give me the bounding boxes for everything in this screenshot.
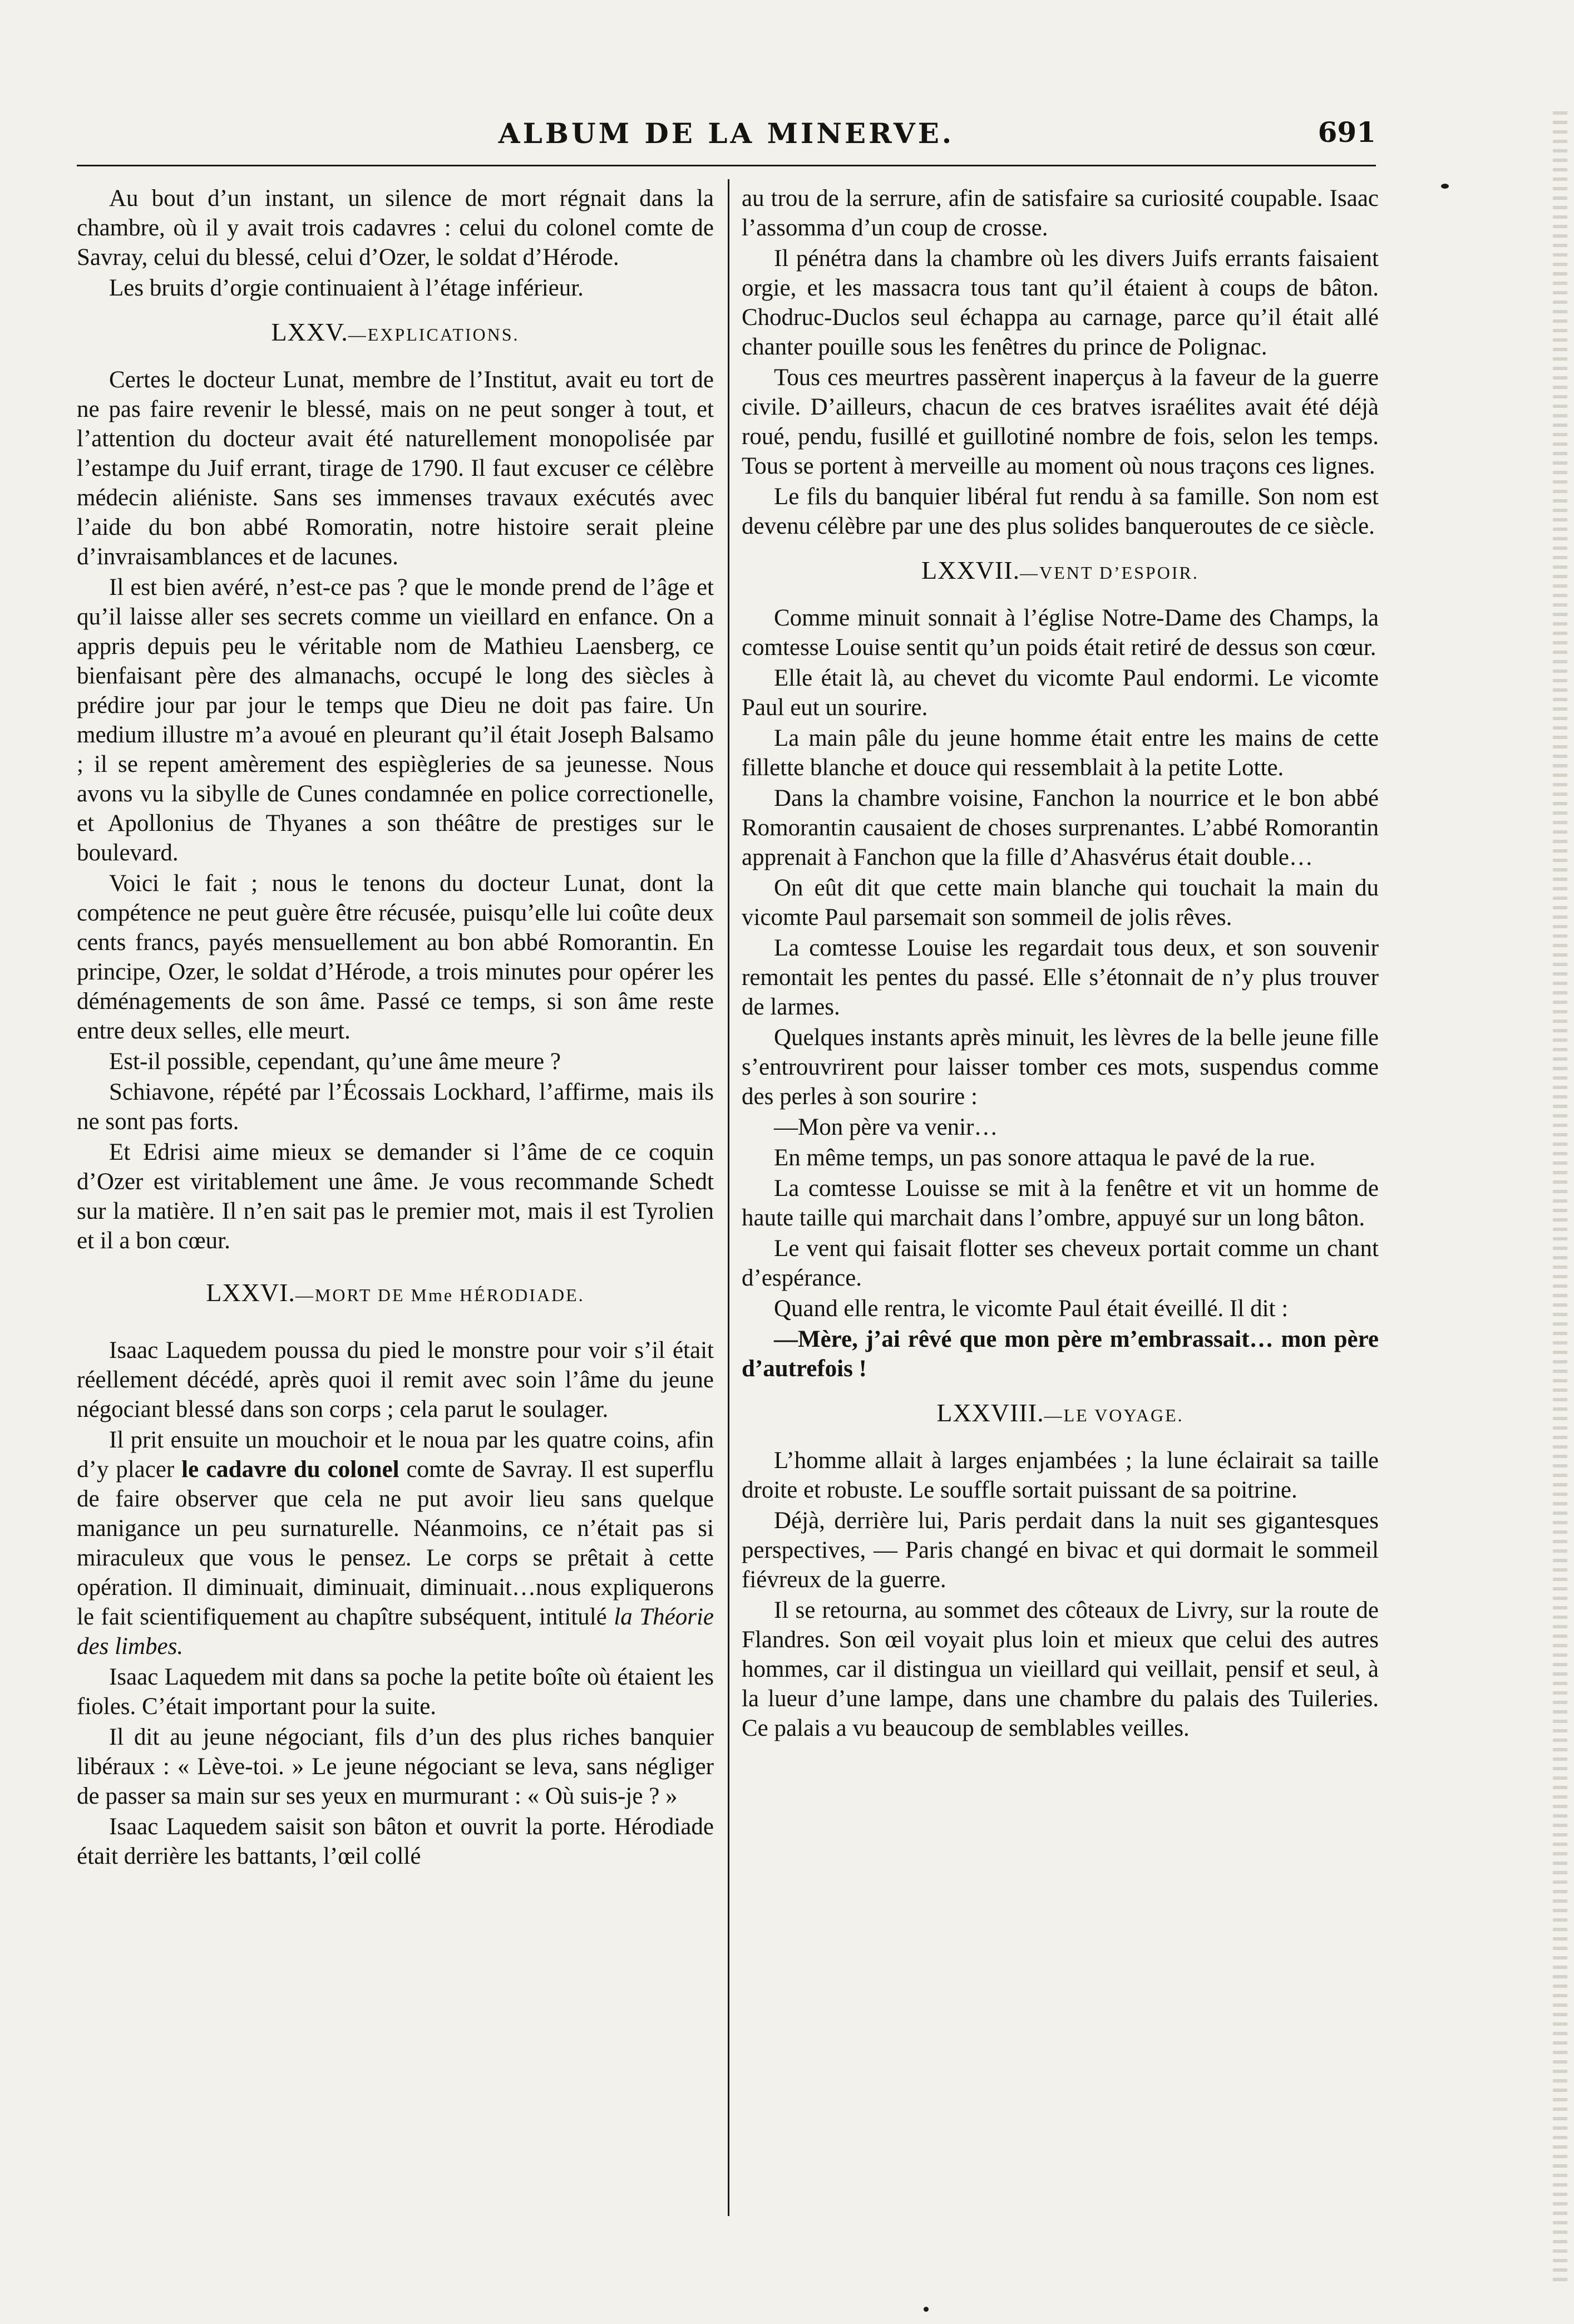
paragraph: Isaac Laquedem poussa du pied le monstre pour voir s’il était réellement décédé, après quoi il remit avec soin l’âme du jeune négociant blessé dans son corps ; cela parut le soulager. [77, 1337, 714, 1422]
paragraph: Certes le docteur Lunat, membre de l’Institut, avait eu tort de ne pas faire revenir le blessé, mais on ne peut songer à tout, et l’attention du docteur avait été naturellement monopolisée par l’estampe du Juif errant, tirage de 1790. Il faut excuser ce célèbre médecin aliéniste. Sans ses immenses travaux exécutés avec l’aide du bon abbé Romoratin, notre histoire serait pleine d’invraisamblances et de lacunes. [77, 367, 714, 570]
section-heading-lxxvi [77, 1278, 714, 1310]
paragraph: La comtesse Louisse se mit à la fenêtre et vit un homme de haute taille qui marchait dans l’ombre, appuyé sur un long bâton. [742, 1175, 1379, 1231]
section-number: LXXVI. [206, 1278, 295, 1307]
left-column [77, 184, 714, 2254]
ink-speck [924, 2307, 929, 2312]
paragraph: Comme minuit sonnait à l’église Notre-Dame des Champs, la comtesse Louise sentit qu’un poids était retiré de dessus son cœur. [742, 605, 1379, 661]
ink-speck [1441, 184, 1449, 189]
paragraph: Il dit au jeune négociant, fils d’un des plus riches banquier libéraux : « Lève-toi. » Le jeune négociant se leva, sans négliger de passer sa main sur ses yeux en murmurant : « Où suis-je ? » [77, 1724, 714, 1809]
header-rule [77, 165, 1376, 166]
paragraph: Dans la chambre voisine, Fanchon la nourrice et le bon abbé Romorantin causaient de choses surprenantes. L’abbé Romorantin apprenait à Fanchon que la fille d’Ahasvérus était double… [742, 785, 1379, 870]
dialogue-line: —Mère, j’ai rêvé que mon père m’embrassait… mon père d’autrefois ! [742, 1326, 1379, 1382]
paragraph: Schiavone, répété par l’Écossais Lockhard, l’affirme, mais ils ne sont pas forts. [77, 1079, 714, 1135]
section-title: —VENT D’ESPOIR. [1020, 563, 1199, 583]
dialogue-line: —Mon père va venir… [774, 1114, 998, 1140]
section-number: LXXV. [271, 318, 348, 346]
running-title: ALBUM DE LA MINERVE. [498, 117, 955, 150]
paragraph: Le fils du banquier libéral fut rendu à sa famille. Son nom est devenu célèbre par une des plus solides banqueroutes de ce siècle. [742, 484, 1379, 539]
right-column [742, 184, 1379, 2254]
paragraph: Isaac Laquedem saisit son bâton et ouvrit la porte. Hérodiade était derrière les battants, l’œil collé [77, 1814, 714, 1869]
paragraph: On eût dit que cette main blanche qui touchait la main du vicomte Paul parsemait son sommeil de jolis rêves. [742, 875, 1379, 930]
section-number: LXXVIII. [936, 1399, 1044, 1427]
column-rule [728, 179, 729, 2216]
bold-text-run: le cadavre du colonel [181, 1456, 399, 1483]
paragraph: Quand elle rentra, le vicomte Paul était éveillé. Il dit : [774, 1296, 1289, 1322]
text-run: Il prit ensuite un mouchoir et le noua par les quatre coins, afin d’y placer [77, 1427, 714, 1483]
paragraph: Il se retourna, au sommet des côteaux de Livry, sur la route de Flandres. Son œil voyait plus loin et mieux que celui des autres hommes, car il distingua un vieillard qui veillait, pensif et seul, à la lueur d’une lampe, dans une chambre du palais des Tuileries. Ce palais a vu beaucoup de semblables veilles. [742, 1597, 1379, 1741]
section-title: —MORT DE Mme HÉRODIADE. [295, 1285, 585, 1305]
paragraph: Le vent qui faisait flotter ses cheveux portait comme un chant d’espérance. [742, 1235, 1379, 1291]
section-heading-lxxviii [742, 1398, 1379, 1430]
paragraph: L’homme allait à larges enjambées ; la lune éclairait sa taille droite et robuste. Le souffle sortait puissant de sa poitrine. [742, 1447, 1379, 1503]
paragraph: Voici le fait ; nous le tenons du docteur Lunat, dont la compétence ne peut guère être récusée, puisqu’elle lui coûte deux cents francs, payés mensuellement au bon abbé Romorantin. En principe, Ozer, le soldat d’Hérode, a trois minutes pour opérer les déménagements de son âme. Passé ce temps, si son âme reste entre deux selles, elle meurt. [77, 870, 714, 1044]
paragraph: En même temps, un pas sonore attaqua le pavé de la rue. [774, 1145, 1316, 1171]
italic-title: la Théorie des limbes. [77, 1604, 714, 1660]
paragraph: Quelques instants après minuit, les lèvres de la belle jeune fille s’entrouvrirent pour laisser tomber ces mots, suspendus comme des perles à son sourire : [742, 1025, 1379, 1110]
paragraph: La main pâle du jeune homme était entre les mains de cette fillette blanche et douce qui ressemblait à la petite Lotte. [742, 725, 1379, 781]
paragraph [77, 1425, 714, 1661]
section-title: —EXPLICATIONS. [348, 324, 520, 344]
paragraph: Les bruits d’orgie continuaient à l’étage inférieur. [109, 275, 584, 301]
page-edge-shadow [1553, 111, 1567, 2282]
paragraph: Est-il possible, cependant, qu’une âme meure ? [109, 1048, 561, 1075]
paragraph: Et Edrisi aime mieux se demander si l’âme de ce coquin d’Ozer est viritablement une âme. Je vous recommande Schedt sur la matière. Il n’en sait pas le premier mot, mais il est Tyrolien et il a bon cœur. [77, 1139, 714, 1254]
section-heading-lxxvii [742, 555, 1379, 588]
section-heading-lxxv [77, 317, 714, 349]
paragraph: Il pénétra dans la chambre où les divers Juifs errants faisaient orgie, et les massacra tous tant qu’il étaient à coups de bâton. Chodruc-Duclos seul échappa au carnage, parce qu’il était allé chanter pouille sous les fenêtres du prince de Polignac. [742, 245, 1379, 360]
paragraph: Isaac Laquedem mit dans sa poche la petite boîte où étaient les fioles. C’était important pour la suite. [77, 1664, 714, 1720]
section-title: —LE VOYAGE. [1044, 1405, 1184, 1425]
paragraph: Elle était là, au chevet du vicomte Paul endormi. Le vicomte Paul eut un sourire. [742, 665, 1379, 721]
running-head [77, 111, 1376, 161]
paragraph: Déjà, derrière lui, Paris perdait dans la nuit ses gigantesques perspectives, — Paris changé en bivac et qui dormait le sommeil fiévreux de la guerre. [742, 1508, 1379, 1593]
paragraph: La comtesse Louise les regardait tous deux, et son souvenir remontait les pentes du passé. Elle s’étonnait de n’y plus trouver de larmes. [742, 935, 1379, 1020]
paragraph: Au bout d’un instant, un silence de mort régnait dans la chambre, où il y avait trois cadavres : celui du colonel comte de Savray, celui du blessé, celui d’Ozer, le soldat d’Hérode. [77, 185, 714, 270]
section-number: LXXVII. [921, 556, 1020, 584]
paragraph: Il est bien avéré, n’est-ce pas ? que le monde prend de l’âge et qu’il laisse aller ses secrets comme un vieillard en enfance. On a appris depuis peu le véritable nom de Mathieu Laensberg, ce bienfaisant père des almanachs, occupé le long des siècles à prédire jour par jour le temps que Dieu ne doit pas faire. Un medium illustre m’a avoué en pleurant qu’il était Joseph Balsamo ; il se repent amèrement des espiègleries de sa jeunesse. Nous avons vu la sibylle de Cunes condamnée en police correctionelle, et Apollonius de Thyanes a son théâtre de prestiges sur le boulevard. [77, 574, 714, 866]
paragraph: Tous ces meurtres passèrent inaperçus à la faveur de la guerre civile. D’ailleurs, chacun de ces bratves israélites avait été déjà roué, pendu, fusillé et guillotiné nombre de fois, selon les temps. Tous se portent à merveille au moment où nous traçons ces lignes. [742, 365, 1379, 479]
text-run: comte de Savray. Il est superflu de faire observer que cela ne put avoir lieu sans quelque manigance un peu surnaturelle. Néanmoins, ce n’était pas si miraculeux que vous le pensez. Le corps se prêtait à cette opération. Il diminuait, diminuait, diminuait…nous expliquerons le fait scientifiquement au chapître subséquent, intitulé [77, 1456, 714, 1630]
paragraph: au trou de la serrure, afin de satisfaire sa curiosité coupable. Isaac l’assomma d’un coup de crosse. [742, 185, 1379, 241]
page-number: 691 [1318, 116, 1376, 149]
